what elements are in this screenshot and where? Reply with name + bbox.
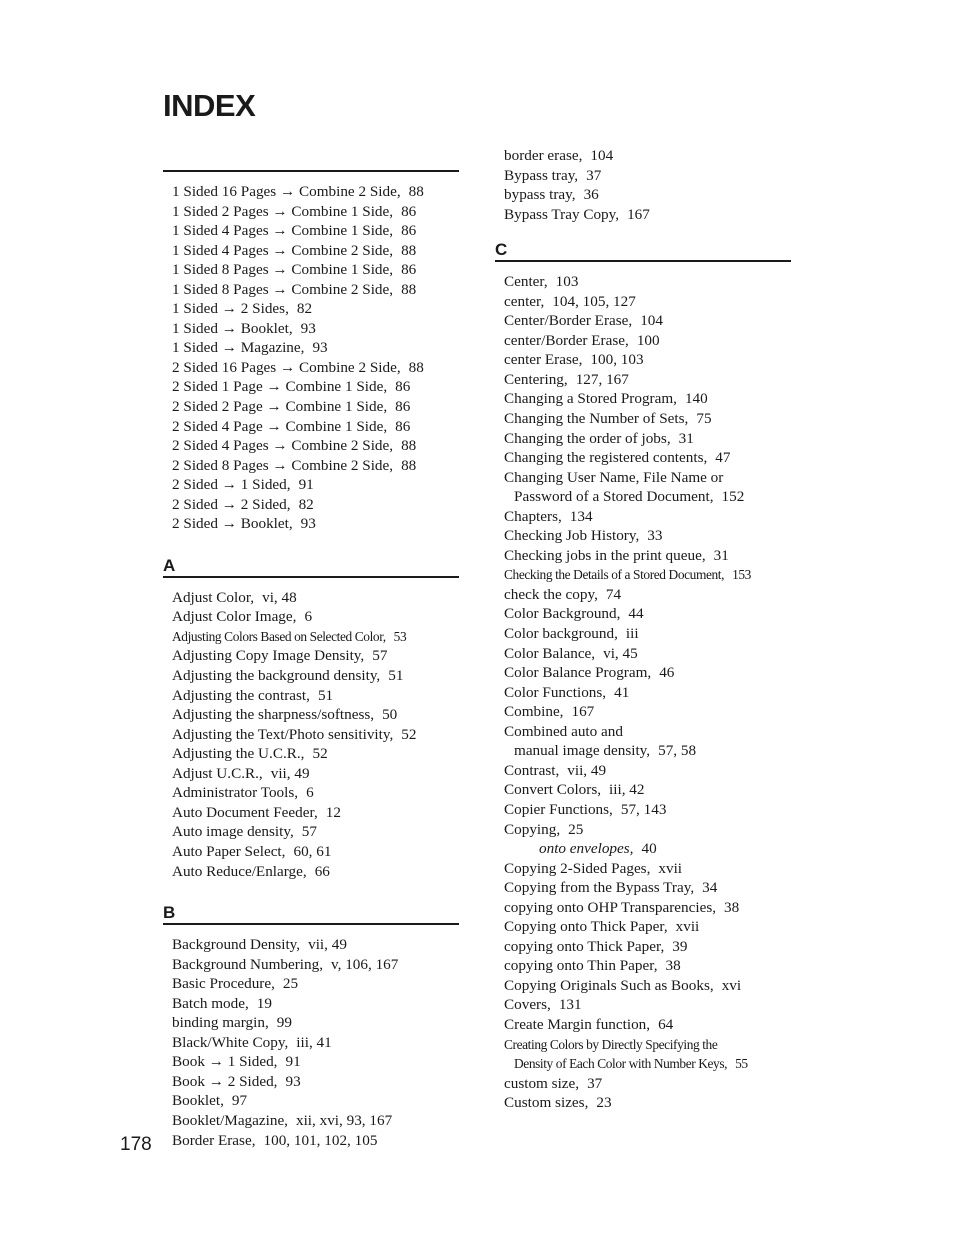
index-term: Book → 1 Sided, — [172, 1053, 278, 1071]
index-pages: 6 — [306, 784, 314, 802]
index-pages: 66 — [314, 862, 330, 880]
index-term: Color Balance Program, — [504, 664, 652, 682]
index-pages: 93 — [312, 339, 328, 357]
index-pages: 57, 58 — [658, 742, 697, 760]
index-entry — [504, 878, 791, 898]
index-term: Checking jobs in the print queue, — [504, 546, 706, 564]
index-pages: 47 — [715, 449, 731, 467]
index-pages: 25 — [282, 975, 299, 993]
index-pages: 104 — [590, 147, 614, 164]
index-entry — [172, 397, 459, 417]
index-pages: 40 — [641, 840, 657, 858]
index-term: Copying 2-Sided Pages, — [504, 859, 651, 877]
index-entry — [504, 146, 791, 166]
index-term: Copier Functions, — [504, 800, 613, 818]
index-entry — [172, 475, 459, 495]
index-entry — [172, 436, 459, 456]
index-entry — [504, 292, 791, 312]
index-entry-list — [163, 925, 459, 1150]
index-entry — [172, 1111, 459, 1131]
index-column-right — [495, 146, 791, 1113]
index-term: 2 Sided → 2 Sided, — [172, 495, 291, 513]
index-entry — [504, 487, 791, 507]
index-entry — [504, 331, 791, 351]
index-term: Changing User Name, File Name or — [504, 468, 724, 486]
index-pages: 103 — [555, 273, 579, 291]
index-entry — [172, 221, 459, 241]
index-pages: 127, 167 — [575, 370, 629, 388]
index-pages: 86 — [395, 378, 411, 396]
index-pages: 6 — [304, 608, 313, 626]
index-pages: 104 — [640, 312, 663, 330]
index-entry — [172, 1033, 459, 1053]
index-term: 2 Sided → Booklet, — [172, 515, 293, 533]
index-term: Copying, — [504, 820, 561, 838]
index-term: Color background, — [504, 625, 618, 643]
index-pages: 55 — [735, 1056, 748, 1072]
index-pages: 93 — [300, 515, 316, 533]
index-term: Adjust U.C.R., — [172, 764, 263, 782]
index-term: 1 Sided 4 Pages → Combine 1 Side, — [172, 222, 394, 240]
index-term: Password of a Stored Document, — [514, 488, 714, 506]
index-pages: 88 — [408, 183, 424, 200]
index-pages: 37 — [587, 1074, 603, 1092]
index-pages: iii — [625, 625, 639, 643]
index-entry — [504, 429, 791, 449]
index-entry — [172, 280, 459, 300]
index-pages: 57, 143 — [620, 800, 667, 818]
index-pages: iii, 41 — [296, 1033, 332, 1051]
index-entry — [172, 744, 459, 764]
index-term: 1 Sided → 2 Sides, — [172, 300, 289, 318]
index-pages: 88 — [401, 241, 417, 259]
index-term: 1 Sided 8 Pages → Combine 1 Side, — [172, 261, 394, 279]
index-entry — [172, 202, 459, 222]
index-term: Auto image density, — [172, 823, 294, 841]
index-pages: 91 — [285, 1053, 301, 1071]
index-entry — [172, 627, 459, 647]
index-term: 2 Sided 2 Page → Combine 1 Side, — [172, 398, 388, 416]
index-entry — [504, 702, 791, 722]
index-pages: 140 — [684, 390, 708, 408]
index-term: Border Erase, — [172, 1131, 256, 1149]
index-pages: xii, xvi, 93, 167 — [295, 1111, 393, 1129]
index-term: Adjust Color Image, — [172, 608, 297, 626]
index-term: Adjusting the sharpness/softness, — [172, 706, 375, 724]
index-pages: 86 — [395, 417, 411, 435]
index-pages: 57 — [372, 647, 388, 665]
index-term: Adjust Color, — [172, 588, 255, 606]
index-term: Book → 2 Sided, — [172, 1072, 278, 1090]
index-pages: 53 — [393, 628, 407, 644]
index-entry — [504, 1035, 791, 1055]
index-entry — [172, 377, 459, 397]
section-letter: A — [163, 555, 176, 575]
index-entry — [172, 705, 459, 725]
index-entry — [172, 842, 459, 862]
index-pages: 52 — [312, 745, 328, 763]
index-pages: 39 — [672, 937, 688, 955]
index-entry — [504, 507, 791, 527]
index-pages: 46 — [659, 664, 675, 682]
index-entry — [172, 588, 459, 608]
index-entry — [172, 1091, 459, 1111]
section-letter: C — [495, 240, 508, 260]
index-entry-list — [163, 172, 459, 534]
index-term: Adjusting Copy Image Density, — [172, 647, 365, 665]
index-entry — [172, 822, 459, 842]
index-entry — [504, 820, 791, 840]
index-pages: 57 — [301, 823, 317, 841]
index-term: Covers, — [504, 996, 551, 1014]
index-term: copying onto Thick Paper, — [504, 937, 665, 955]
index-entry — [172, 764, 459, 784]
index-entry — [172, 1131, 459, 1151]
index-pages: 19 — [256, 994, 272, 1012]
index-term: bypass tray, — [504, 186, 576, 204]
index-pages: 88 — [401, 456, 417, 474]
index-pages: 93 — [285, 1072, 301, 1090]
index-section-c — [495, 240, 791, 1113]
index-entry — [504, 663, 791, 683]
index-term: Adjusting the contrast, — [172, 686, 310, 704]
section-letter: B — [163, 903, 176, 923]
index-entry — [504, 995, 791, 1015]
index-entry — [504, 956, 791, 976]
index-entry — [504, 741, 791, 761]
index-entry — [172, 1052, 459, 1072]
index-pages: 86 — [395, 398, 411, 416]
index-term: Density of Each Color with Number Keys, — [514, 1056, 728, 1072]
index-entry-list — [495, 262, 791, 1113]
index-pages: v, 106, 167 — [331, 955, 399, 973]
index-pages — [723, 469, 731, 486]
index-term: Administrator Tools, — [172, 784, 299, 802]
index-pages: 74 — [605, 585, 622, 603]
index-term: Color Balance, — [504, 644, 596, 662]
index-term: Basic Procedure, — [172, 975, 275, 993]
index-term: Batch mode, — [172, 994, 249, 1012]
index-entry — [504, 166, 791, 186]
index-entry — [504, 311, 791, 331]
index-entry — [172, 417, 459, 437]
index-entry-list — [163, 578, 459, 881]
index-entry — [172, 607, 459, 627]
index-term: Creating Colors by Directly Specifying the — [504, 1036, 718, 1052]
index-term: Chapters, — [504, 507, 562, 525]
index-term: 2 Sided → 1 Sided, — [172, 476, 291, 494]
index-pages: vii, 49 — [308, 936, 347, 954]
index-term: 1 Sided 8 Pages → Combine 2 Side, — [172, 280, 394, 298]
index-entry — [504, 389, 791, 409]
index-entry — [172, 666, 459, 686]
index-pages: 131 — [558, 996, 582, 1014]
index-entry — [504, 585, 791, 605]
index-term: Background Density, — [172, 936, 301, 954]
index-term: 2 Sided 4 Page → Combine 1 Side, — [172, 417, 388, 435]
index-entry-list — [495, 146, 791, 224]
index-term: Booklet, — [172, 1092, 224, 1110]
index-entry — [504, 937, 791, 957]
index-term: Copying onto Thick Paper, — [504, 918, 668, 936]
index-term: Create Margin function, — [504, 1015, 651, 1033]
index-pages: 153 — [732, 567, 751, 583]
index-term: Color Background, — [504, 605, 621, 623]
index-term: Copying Originals Such as Books, — [504, 976, 714, 994]
index-pages: iii, 42 — [609, 781, 645, 799]
index-pages: 38 — [724, 898, 740, 916]
index-entry — [504, 546, 791, 566]
index-pages: 97 — [231, 1092, 248, 1110]
index-term: onto envelopes, — [539, 840, 634, 858]
index-entry — [504, 683, 791, 703]
index-term: center, — [504, 292, 545, 310]
index-entry — [504, 185, 791, 205]
index-term: center Erase, — [504, 351, 583, 369]
index-entry — [504, 448, 791, 468]
index-entry — [504, 350, 791, 370]
index-term: Background Numbering, — [172, 955, 323, 973]
index-entry — [504, 1015, 791, 1035]
index-pages: 31 — [713, 546, 729, 564]
index-pages — [623, 723, 631, 740]
index-pages: 88 — [401, 437, 417, 455]
index-section-a — [163, 556, 459, 881]
index-term: Black/White Copy, — [172, 1033, 289, 1051]
index-entry — [172, 686, 459, 706]
index-term: 1 Sided → Booklet, — [172, 319, 293, 337]
index-entry — [504, 1074, 791, 1094]
index-term: manual image density, — [514, 742, 651, 760]
index-term: Contrast, — [504, 761, 560, 779]
page-title: INDEX — [163, 88, 256, 123]
index-entry — [172, 955, 459, 975]
index-term: Copying from the Bypass Tray, — [504, 879, 695, 897]
index-term: Adjusting the background density, — [172, 667, 381, 685]
index-entry — [504, 409, 791, 429]
index-term: Booklet/Magazine, — [172, 1111, 288, 1129]
index-entry — [504, 624, 791, 644]
index-pages: 64 — [658, 1015, 674, 1033]
index-term: copying onto OHP Transparencies, — [504, 898, 717, 916]
index-term: center/Border Erase, — [504, 331, 629, 349]
index-pages: 86 — [401, 222, 417, 240]
index-term: Changing the order of jobs, — [504, 429, 671, 447]
index-pages: 52 — [401, 725, 417, 743]
index-entry — [172, 974, 459, 994]
index-pages: 34 — [702, 879, 718, 897]
index-pages: 37 — [586, 166, 602, 184]
index-pages: 33 — [647, 527, 663, 545]
index-entry — [504, 272, 791, 292]
index-pages: 41 — [614, 683, 630, 701]
index-pages: 88 — [408, 358, 424, 376]
index-section-numeric — [163, 170, 459, 534]
index-entry — [172, 182, 459, 202]
index-pages: 23 — [596, 1094, 612, 1112]
index-pages: 50 — [382, 706, 398, 724]
index-pages: xvi — [721, 976, 742, 994]
index-entry — [172, 241, 459, 261]
index-entry — [172, 299, 459, 319]
index-pages: 31 — [678, 429, 694, 447]
index-term: custom size, — [504, 1074, 580, 1092]
index-term: border erase, — [504, 147, 583, 164]
index-entry — [504, 976, 791, 996]
index-term: 1 Sided 16 Pages → Combine 2 Side, — [172, 183, 401, 200]
index-pages: 25 — [568, 820, 584, 838]
index-term: Changing the registered contents, — [504, 449, 708, 467]
index-entry — [504, 565, 791, 585]
index-term: Checking the Details of a Stored Document, — [504, 567, 725, 583]
index-pages: 38 — [665, 957, 681, 975]
index-term: Checking Job History, — [504, 527, 640, 545]
index-term: binding margin, — [172, 1014, 269, 1032]
index-entry — [504, 604, 791, 624]
index-entry — [504, 761, 791, 781]
index-entry — [172, 514, 459, 534]
index-term: 1 Sided 2 Pages → Combine 1 Side, — [172, 202, 394, 220]
index-entry — [172, 1013, 459, 1033]
index-entry — [504, 839, 791, 859]
index-entry — [504, 644, 791, 664]
index-term: Adjusting Colors Based on Selected Color, — [172, 628, 386, 644]
index-term: 2 Sided 8 Pages → Combine 2 Side, — [172, 456, 394, 474]
index-entry — [172, 358, 459, 378]
index-entry — [504, 722, 791, 742]
index-entry — [172, 260, 459, 280]
index-term: 1 Sided 4 Pages → Combine 2 Side, — [172, 241, 394, 259]
index-term: Color Functions, — [504, 683, 607, 701]
index-entry — [172, 319, 459, 339]
index-pages: 91 — [298, 476, 314, 494]
index-pages: 104, 105, 127 — [552, 292, 636, 310]
index-pages: vi, 48 — [262, 588, 297, 606]
index-term: Auto Paper Select, — [172, 842, 286, 860]
index-term: Changing a Stored Program, — [504, 390, 677, 408]
index-pages — [717, 1037, 725, 1052]
index-entry — [504, 898, 791, 918]
index-pages: 167 — [627, 205, 650, 223]
index-term: Custom sizes, — [504, 1094, 589, 1112]
index-term: Bypass tray, — [504, 166, 579, 184]
index-entry — [172, 935, 459, 955]
index-entry — [504, 468, 791, 488]
index-pages: 51 — [317, 686, 334, 704]
index-entry — [172, 783, 459, 803]
index-term: 2 Sided 4 Pages → Combine 2 Side, — [172, 437, 394, 455]
index-pages: 88 — [401, 280, 417, 298]
index-term: Changing the Number of Sets, — [504, 410, 689, 428]
index-pages: 82 — [296, 300, 313, 318]
index-entry — [172, 495, 459, 515]
index-term: 2 Sided 16 Pages → Combine 2 Side, — [172, 358, 401, 376]
index-entry — [504, 800, 791, 820]
index-term: Center, — [504, 273, 548, 291]
index-pages: 82 — [298, 495, 314, 513]
index-pages: 12 — [325, 803, 341, 821]
index-term: Combined auto and — [504, 722, 623, 740]
index-pages: 152 — [721, 488, 745, 506]
index-term: Auto Document Feeder, — [172, 803, 318, 821]
index-entry — [504, 859, 791, 879]
index-entry — [172, 803, 459, 823]
index-pages: 99 — [276, 1014, 292, 1032]
index-pages: vii, 49 — [567, 761, 607, 779]
index-entry — [172, 725, 459, 745]
index-entry — [172, 862, 459, 882]
index-entry — [504, 780, 791, 800]
index-pages: 100, 103 — [590, 351, 644, 369]
index-term: 1 Sided → Magazine, — [172, 339, 305, 357]
index-pages: vi, 45 — [603, 644, 638, 662]
index-entry — [172, 338, 459, 358]
index-section-b — [163, 903, 459, 1150]
page-number: 178 — [120, 1134, 152, 1155]
index-pages: 44 — [628, 605, 644, 623]
index-term: Bypass Tray Copy, — [504, 205, 620, 223]
index-pages: 134 — [569, 507, 593, 525]
index-term: copying onto Thin Paper, — [504, 957, 658, 975]
index-entry — [172, 456, 459, 476]
index-pages: 86 — [401, 261, 417, 279]
index-pages: 86 — [401, 202, 417, 220]
index-entry — [504, 370, 791, 390]
index-pages: 100, 101, 102, 105 — [263, 1131, 378, 1149]
index-term: Adjusting the U.C.R., — [172, 745, 305, 763]
index-column-left — [163, 170, 459, 1150]
index-term: Centering, — [504, 370, 568, 388]
index-term: 2 Sided 1 Page → Combine 1 Side, — [172, 378, 388, 396]
index-term: Auto Reduce/Enlarge, — [172, 862, 307, 880]
index-entry — [172, 994, 459, 1014]
index-pages: vii, 49 — [270, 764, 310, 782]
index-term: Convert Colors, — [504, 781, 602, 799]
index-pages: xvii — [675, 918, 700, 936]
index-pages: xvii — [658, 859, 683, 877]
index-pages: 60, 61 — [293, 842, 332, 860]
index-entry — [504, 526, 791, 546]
index-term: check the copy, — [504, 585, 598, 603]
index-entry — [504, 1093, 791, 1113]
index-entry — [172, 1072, 459, 1092]
index-term: Combine, — [504, 703, 564, 721]
index-term: Center/Border Erase, — [504, 312, 633, 330]
index-pages: 100 — [636, 331, 660, 349]
index-pages: 36 — [583, 186, 599, 204]
index-pages: 167 — [571, 703, 595, 721]
index-pages: 93 — [300, 319, 316, 337]
index-entry — [504, 1054, 791, 1074]
index-entry — [504, 205, 791, 225]
index-entry — [172, 646, 459, 666]
index-entry — [504, 917, 791, 937]
index-pages: 75 — [696, 410, 712, 428]
index-pages: 51 — [388, 667, 404, 685]
index-term: Adjusting the Text/Photo sensitivity, — [172, 725, 394, 743]
